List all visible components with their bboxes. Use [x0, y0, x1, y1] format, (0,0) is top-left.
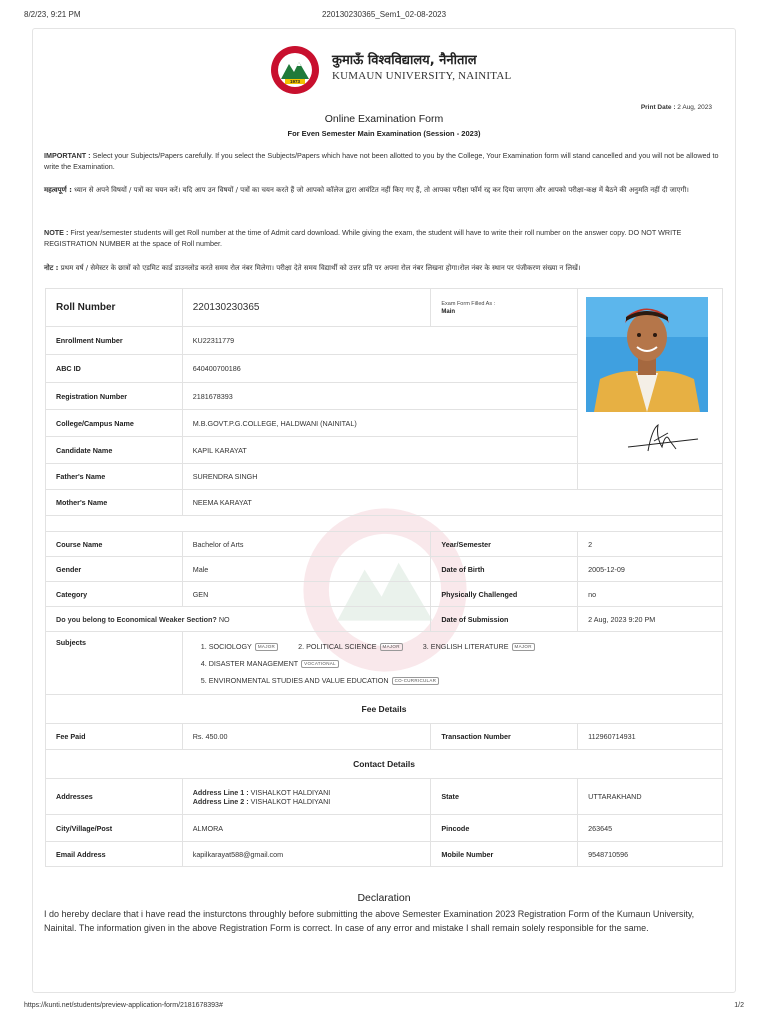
ews-cell [46, 607, 431, 632]
subject-line-1 [193, 638, 712, 655]
print-date [641, 104, 712, 111]
category-row [46, 582, 723, 607]
subject-tag: MAJOR [380, 643, 403, 651]
email-value: kapilkarayat588@gmail.com [182, 842, 431, 867]
registration-label: Registration Number [46, 383, 183, 410]
roll-note-hindi [44, 263, 720, 274]
declaration-text: I do hereby declare that i have read the insturctons throughly before submitting the above Semester Examination 2023 Registration Form of the Kumaun University, Nainital. The information given in the above Registration Form is correct. In case of any error and mistake I shall remain solely responsible for the same. [44, 909, 695, 933]
addresses-label: Addresses [46, 779, 183, 815]
city-label: City/Village/Post [46, 815, 183, 842]
submission-label: Date of Submission [431, 607, 578, 632]
subject-item: 4. DISASTER MANAGEMENT VOCATIONAL [201, 659, 339, 668]
pincode-value: 263645 [578, 815, 723, 842]
important-label: IMPORTANT : [44, 151, 91, 160]
subjects-label: Subjects [46, 632, 183, 695]
father-label: Father's Name [46, 464, 183, 490]
candidate-signature [618, 417, 708, 457]
year-label: Year/Semester [431, 532, 578, 557]
note-label: NOTE : [44, 228, 69, 237]
course-row [46, 532, 723, 557]
exam-form-label: Exam Form Filled As : [441, 301, 496, 307]
exam-form-cell [431, 289, 578, 327]
roll-row [46, 289, 723, 327]
print-header [24, 10, 744, 22]
candidate-label: Candidate Name [46, 437, 183, 464]
spacer-cell [46, 516, 723, 532]
registration-value: 2181678393 [182, 383, 577, 410]
course-label: Course Name [46, 532, 183, 557]
submission-value: 2 Aug, 2023 9:20 PM [578, 607, 723, 632]
mother-value: NEEMA KARAYAT [182, 490, 722, 516]
ews-value: NO [218, 614, 230, 624]
declaration-title: Declaration [357, 892, 411, 904]
print-date-label: Print Date : [640, 104, 676, 111]
ews-label: Do you belong to Economical Weaker Section? [56, 614, 217, 624]
father-row [46, 464, 723, 490]
student-details-table [45, 288, 723, 867]
subject-item: 2. POLITICAL SCIENCE MAJOR [298, 642, 403, 651]
logo-year: 1973 [289, 79, 301, 85]
abc-id-label: ABC ID [46, 355, 183, 383]
state-value: UTTARAKHAND [578, 779, 723, 815]
gender-value: Male [182, 557, 431, 582]
city-value: ALMORA [182, 815, 431, 842]
university-logo [270, 45, 320, 95]
pincode-label: Pincode [431, 815, 578, 842]
page-url: https://kunti.net/students/preview-application-form/2181678393# [24, 1002, 223, 1009]
physically-challenged-value: no [578, 582, 723, 607]
note-hindi-text: प्रथम वर्ष / सेमेस्टर के छात्रों को एडमिट कार्ड डाउनलोड करते समय रोल नंबर मिलेगा। परीक्षा देते समय विद्यार्थी को उत्तर प्रति पर अपना रोल नंबर लिखना होगा।रोल नंबर के स्थान पर पंजीकरण संख्या न लिखें। [60, 264, 581, 272]
important-note-hindi [44, 185, 720, 196]
mother-label: Mother's Name [46, 490, 183, 516]
fee-row [46, 724, 723, 750]
subject-item: 1. SOCIOLOGY MAJOR [201, 642, 278, 651]
email-label: Email Address [46, 842, 183, 867]
print-datetime: 8/2/23, 9:21 PM [24, 10, 81, 19]
candidate-value: KAPIL KARAYAT [182, 437, 577, 464]
university-name-english: KUMAUN UNIVERSITY, NAINITAL [332, 70, 512, 82]
important-hindi-text: ध्यान से अपने विषयों / पत्रों का चयन करें। यदि आप उन विषयों / पत्रों का चयन करते हैं जो आपको कॉलेज द्वारा आवंटित नहीं किए गए हैं, तो आपका परीक्षा फॉर्म रद्द कर दिया जाएगा और आपको परीक्षा-कक्ष में बैठने की अनुमति नहीं दी जाएगी। [74, 186, 689, 194]
fee-paid-label: Fee Paid [46, 724, 183, 750]
course-value: Bachelor of Arts [182, 532, 431, 557]
transaction-value: 112960714931 [578, 724, 723, 750]
university-name-hindi: कुमाऊँ विश्वविद्यालय, नैनीताल [332, 53, 477, 68]
abc-id-value: 640400700186 [182, 355, 577, 383]
year-value: 2 [578, 532, 723, 557]
important-text: Select your Subjects/Papers carefully. If you select the Subjects/Papers which have not been allotted to you by the College, Your Examination form will stand cancelled and you will not be allowed to write the Examination. [44, 151, 719, 171]
roll-number-label: Roll Number [46, 289, 183, 327]
addresses-value [182, 779, 431, 815]
dob-label: Date of Birth [431, 557, 578, 582]
note-text: First year/semester students will get Roll number at the time of Admit card download. While giving the exam, the student will have to write their roll number on the answer copy. DO NOT WRITE REGISTRATION NUMBER at the space of Roll number. [44, 228, 682, 248]
subjects-list [182, 632, 722, 695]
city-row [46, 815, 723, 842]
form-subtitle: For Even Semester Main Examination (Session - 2023) [287, 129, 481, 138]
subject-tag: MAJOR [512, 643, 535, 651]
gender-label: Gender [46, 557, 183, 582]
category-label: Category [46, 582, 183, 607]
photo-cell [578, 289, 723, 464]
address-line-2: Address Line 2 : VISHALKOT HALDIYANI [192, 796, 331, 806]
college-value: M.B.GOVT.P.G.COLLEGE, HALDWANI (NAINITAL) [182, 410, 577, 437]
enrollment-value: KU22311779 [182, 327, 577, 355]
candidate-photo [586, 297, 708, 412]
subject-tag: CO-CURRICULAR [392, 677, 440, 685]
important-hindi-label: महत्वपूर्ण : [44, 186, 72, 194]
father-value: SURENDRA SINGH [182, 464, 577, 490]
transaction-label: Transaction Number [431, 724, 578, 750]
dob-value: 2005-12-09 [578, 557, 723, 582]
subject-tag: VOCATIONAL [301, 660, 339, 668]
mother-row [46, 490, 723, 516]
subject-line-3 [193, 672, 712, 689]
page-number: 1/2 [734, 1002, 744, 1009]
print-footer [24, 1002, 744, 1012]
state-label: State [431, 779, 578, 815]
mobile-label: Mobile Number [431, 842, 578, 867]
subject-tag: MAJOR [255, 643, 278, 651]
address-row [46, 779, 723, 815]
important-note [44, 150, 720, 172]
category-value: GEN [182, 582, 431, 607]
roll-note [44, 227, 720, 249]
contact-header-row [46, 750, 723, 779]
print-doc-title: 220130230365_Sem1_02-08-2023 [321, 10, 447, 19]
form-title: Online Examination Form [324, 113, 444, 125]
spacer-row [46, 516, 723, 532]
exam-form-value: Main [441, 309, 456, 315]
address-line-1: Address Line 1 : VISHALKOT HALDIYANI [192, 787, 331, 797]
subject-item: 5. ENVIRONMENTAL STUDIES AND VALUE EDUCATION CO-CURRICULAR [201, 676, 440, 685]
roll-number-value: 220130230365 [182, 289, 431, 327]
subjects-row [46, 632, 723, 695]
empty-cell [578, 464, 723, 490]
fee-details-heading: Fee Details [46, 695, 723, 724]
fee-paid-value: Rs. 450.00 [182, 724, 431, 750]
college-label: College/Campus Name [46, 410, 183, 437]
gender-row [46, 557, 723, 582]
enrollment-label: Enrollment Number [46, 327, 183, 355]
subject-item: 3. ENGLISH LITERATURE MAJOR [423, 642, 535, 651]
fee-header-row [46, 695, 723, 724]
contact-details-heading: Contact Details [46, 750, 723, 779]
print-date-value: 2 Aug, 2023 [677, 104, 712, 111]
note-hindi-label: नोट : [44, 264, 59, 272]
ews-row [46, 607, 723, 632]
physically-challenged-label: Physically Challenged [431, 582, 578, 607]
email-row [46, 842, 723, 867]
mobile-value: 9548710596 [578, 842, 723, 867]
subject-line-2 [193, 655, 712, 672]
